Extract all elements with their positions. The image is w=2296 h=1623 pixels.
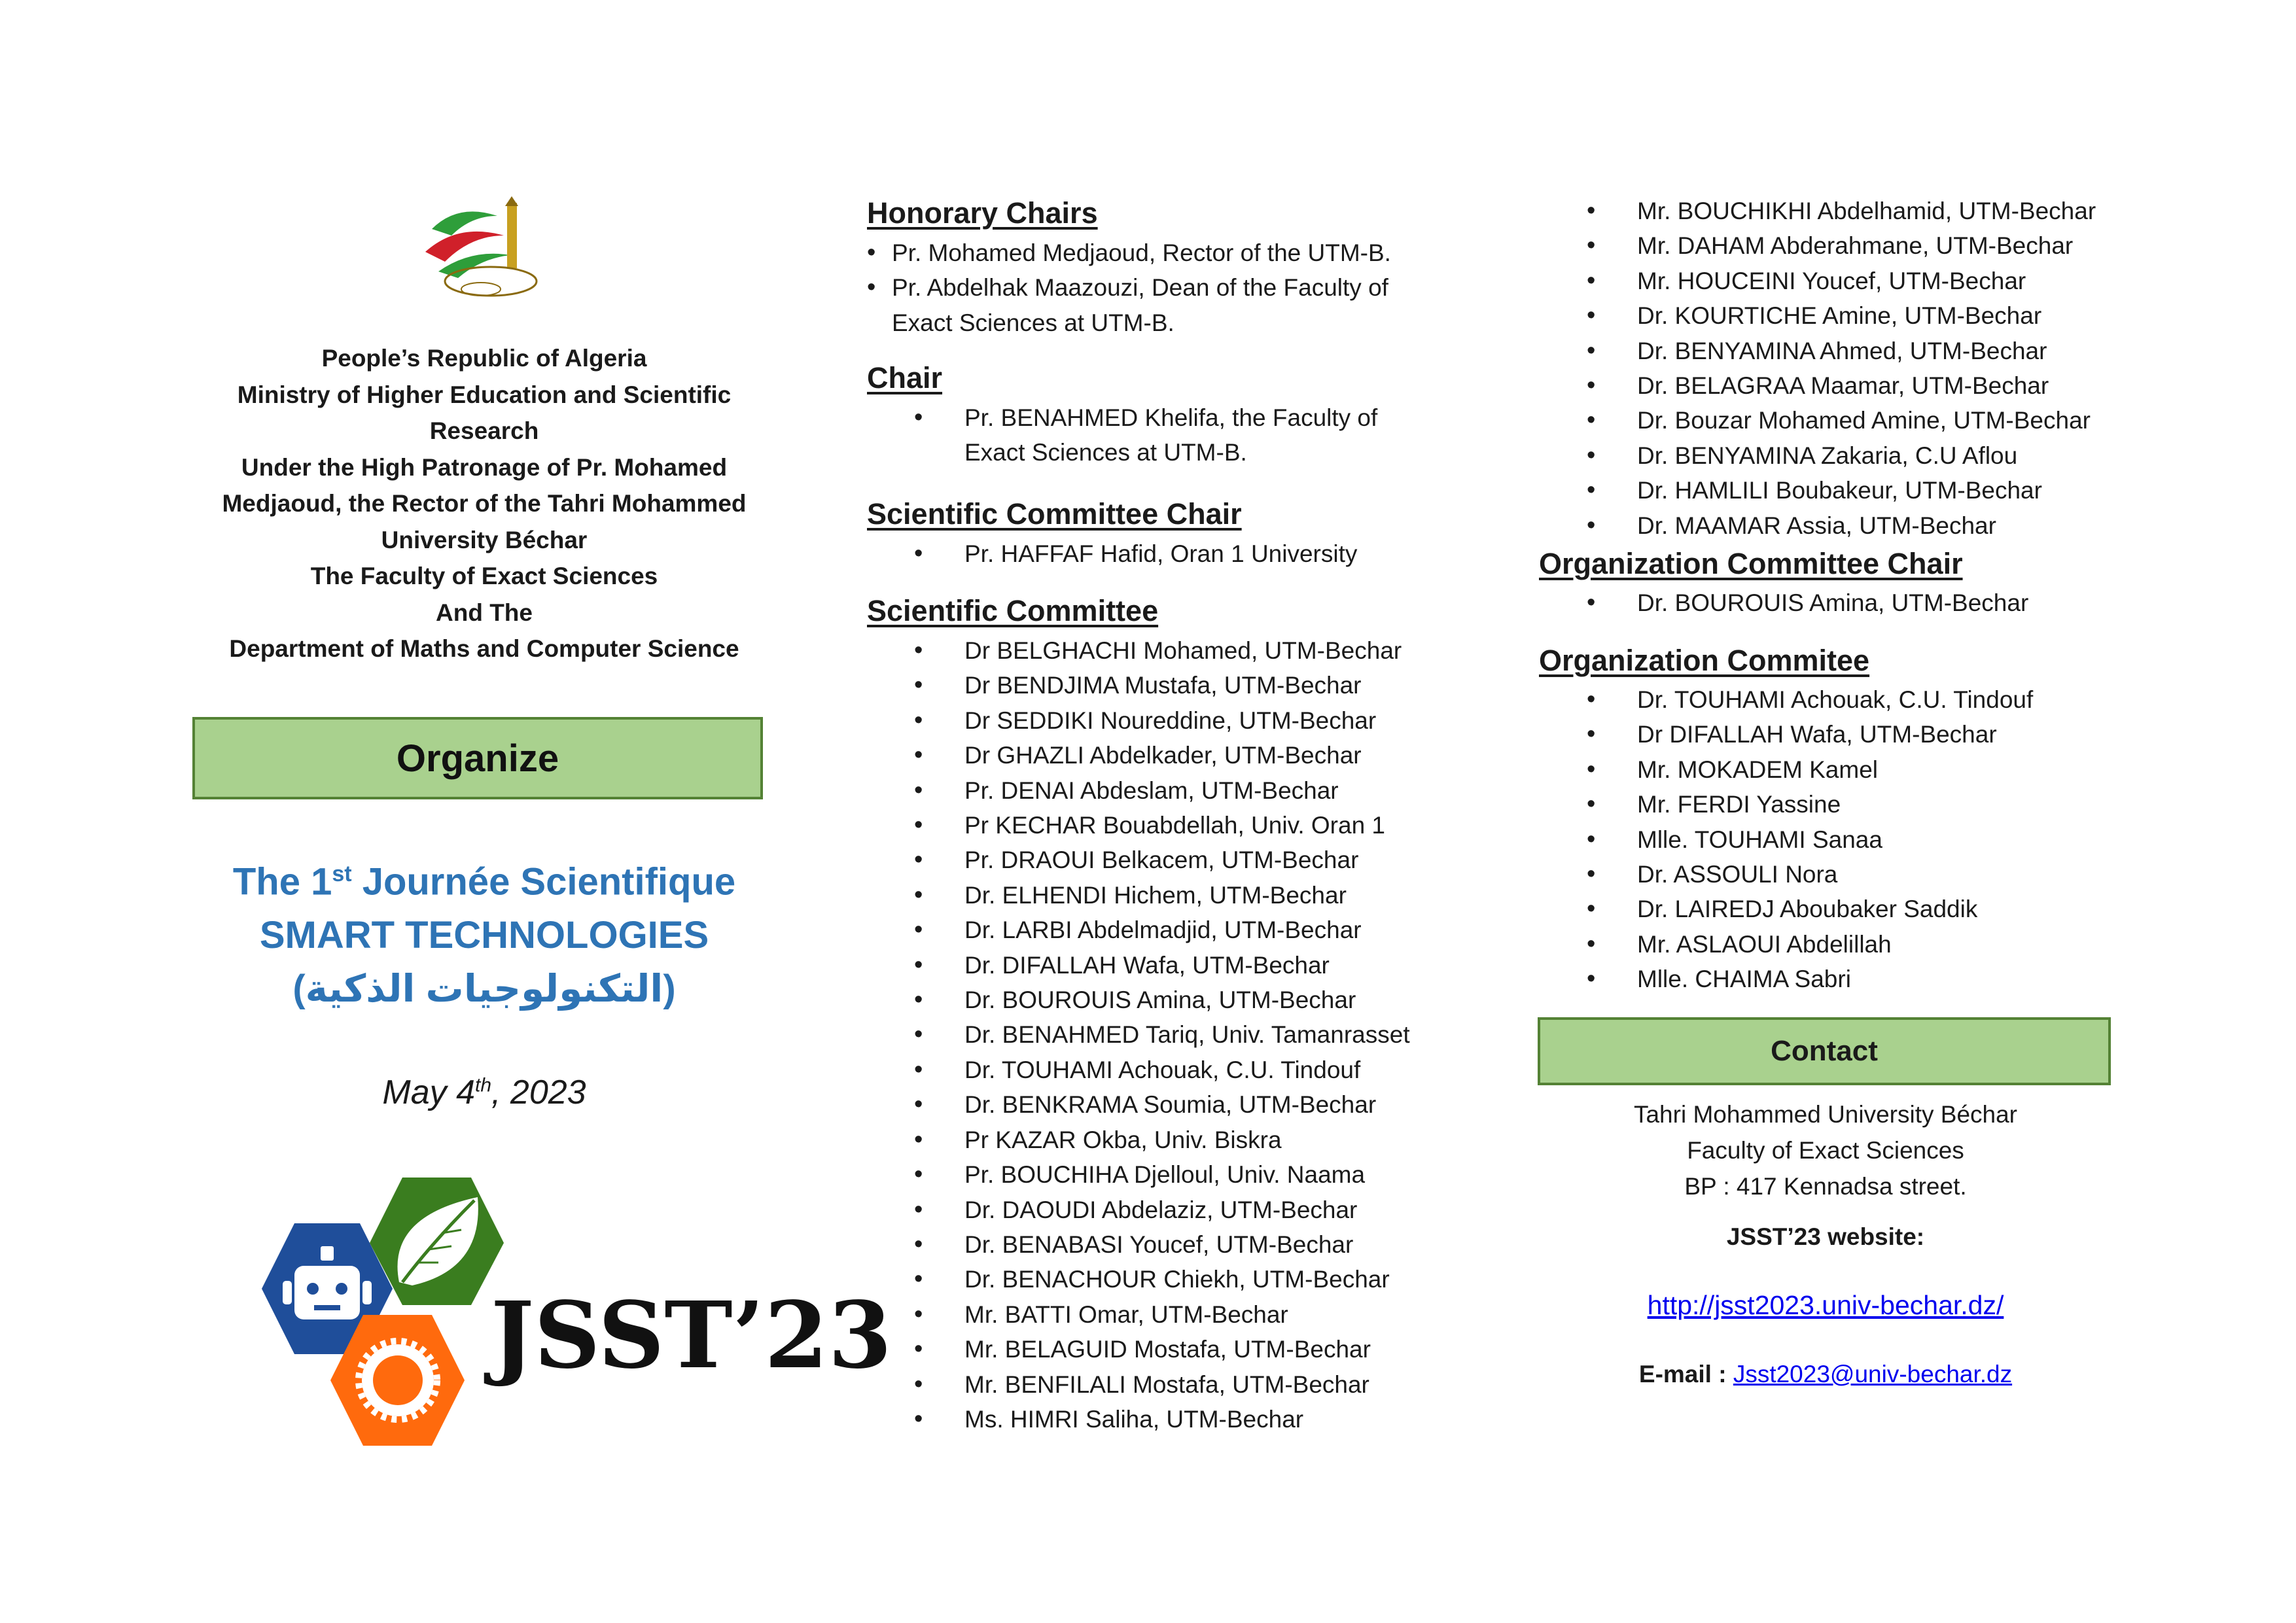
honorary-chairs-title: Honorary Chairs	[867, 196, 1098, 230]
patronage-block	[183, 340, 785, 667]
list-item: • Pr. Abdelhak Maazouzi, Dean of the Faculty of	[892, 270, 1391, 305]
organization-committee-member: • Mr. ASLAOUI Abdelillah	[1637, 927, 2033, 962]
contact-address	[1538, 1096, 2113, 1204]
patronage-line: Medjaoud, the Rector of the Tahri Mohammed	[222, 490, 747, 517]
scientific-committee-member: • Pr. BOUCHIHA Djelloul, Univ. Naama	[964, 1157, 1410, 1192]
organization-committee-member: • Mr. MOKADEM Kamel	[1637, 752, 2033, 787]
scientific-committee-member: • Dr. BENAHMED Tariq, Univ. Tamanrasset	[964, 1017, 1410, 1052]
website-link[interactable]: http://jsst2023.univ-bechar.dz/	[1647, 1290, 2004, 1320]
scientific-committee-member: • Dr BENDJIMA Mustafa, UTM-Bechar	[964, 668, 1410, 703]
scientific-committee-member: • Dr. LARBI Abdelmadjid, UTM-Bechar	[964, 913, 1410, 947]
scientific-committee-member: • Dr SEDDIKI Noureddine, UTM-Bechar	[964, 703, 1410, 738]
scientific-committee-title: Scientific Committee	[867, 594, 1159, 627]
scientific-committee-member: • Mr. BENFILALI Mostafa, UTM-Bechar	[964, 1367, 1410, 1402]
chair-list	[964, 400, 1377, 470]
list-item-continuation: Exact Sciences at UTM-B.	[892, 309, 1174, 336]
scientific-committee-member: • Dr. Bouzar Mohamed Amine, UTM-Bechar	[1637, 403, 2096, 438]
date-sup: th	[475, 1074, 492, 1096]
scientific-committee-member: • Dr. BENYAMINA Zakaria, C.U Aflou	[1637, 438, 2096, 473]
scientific-committee-member: • Mr. HOUCEINI Youcef, UTM-Bechar	[1637, 264, 2096, 298]
scientific-committee-member: • Dr. BENACHOUR Chiekh, UTM-Bechar	[964, 1262, 1410, 1297]
scientific-committee-member: • Dr. BENYAMINA Ahmed, UTM-Bechar	[1637, 334, 2096, 368]
patronage-line: The Faculty of Exact Sciences	[310, 563, 658, 589]
scientific-committee-member: • Dr. ELHENDI Hichem, UTM-Bechar	[964, 878, 1410, 913]
scientific-committee-member: • Dr. MAAMAR Assia, UTM-Bechar	[1637, 508, 2096, 543]
scientific-committee-member: • Dr. BENKRAMA Soumia, UTM-Bechar	[964, 1087, 1410, 1122]
organization-committee-member: • Mr. FERDI Yassine	[1637, 787, 2033, 822]
event-title	[183, 847, 785, 1016]
organize-banner: Organize	[192, 717, 763, 799]
scientific-committee-member: • Dr BELGHACHI Mohamed, UTM-Bechar	[964, 633, 1410, 668]
contact-banner: Contact	[1538, 1017, 2111, 1085]
scientific-committee-member: • Dr. BELAGRAA Maamar, UTM-Bechar	[1637, 368, 2096, 403]
patronage-line: Department of Maths and Computer Science	[229, 635, 739, 662]
date-year: , 2023	[491, 1073, 586, 1111]
scientific-committee-member: • Pr KAZAR Okba, Univ. Biskra	[964, 1123, 1410, 1157]
address-line: Tahri Mohammed University Béchar	[1633, 1101, 2018, 1128]
list-item: • Dr. BOUROUIS Amina, UTM-Bechar	[1637, 585, 2028, 620]
scientific-committee-member: • Dr. BENABASI Youcef, UTM-Bechar	[964, 1227, 1410, 1262]
list-item: • Pr. BENAHMED Khelifa, the Faculty of	[964, 400, 1377, 435]
organization-committee-chair-list	[1637, 585, 2028, 620]
scientific-committee-member: • Dr. BOUROUIS Amina, UTM-Bechar	[964, 983, 1410, 1017]
patronage-line: Ministry of Higher Education and Scientific	[237, 381, 732, 408]
scientific-committee-member: • Pr KECHAR Bouabdellah, Univ. Oran 1	[964, 808, 1410, 843]
scientific-committee-member: • Pr. DENAI Abdeslam, UTM-Bechar	[964, 773, 1410, 808]
logo-text: JSST’23	[491, 1282, 892, 1389]
organization-committee-chair-title: Organization Committee Chair	[1539, 547, 1963, 580]
scientific-committee-member: • Dr. KOURTICHE Amine, UTM-Bechar	[1637, 298, 2096, 333]
list-item: • Pr. HAFFAF Hafid, Oran 1 University	[964, 536, 1357, 571]
email-label: E-mail :	[1638, 1361, 1733, 1387]
scientific-committee-member: • Mr. BOUCHIKHI Abdelhamid, UTM-Bechar	[1637, 194, 2096, 228]
university-logo	[419, 190, 543, 301]
scientific-committee-member: • Dr. DAOUDI Abdelaziz, UTM-Bechar	[964, 1193, 1410, 1227]
scientific-committee-member: • Dr. HAMLILI Boubakeur, UTM-Bechar	[1637, 473, 2096, 508]
organization-committee-title: Organization Commitee	[1539, 644, 1870, 677]
event-title-prefix: The 1	[232, 860, 332, 903]
organization-committee-member: • Mlle. CHAIMA Sabri	[1637, 962, 2033, 996]
patronage-line: University Béchar	[381, 526, 588, 553]
scientific-committee-member: • Dr. DIFALLAH Wafa, UTM-Bechar	[964, 948, 1410, 983]
chair-title: Chair	[867, 361, 943, 394]
email-link[interactable]: Jsst2023@univ-bechar.dz	[1733, 1361, 2013, 1387]
event-title-rest: Journée Scientifique	[351, 860, 736, 903]
date-day: May 4	[382, 1073, 475, 1111]
organization-committee-member: • Mlle. TOUHAMI Sanaa	[1637, 822, 2033, 857]
organization-committee-member: • Dr. LAIREDJ Aboubaker Saddik	[1637, 892, 2033, 926]
patronage-line: Research	[429, 417, 539, 444]
scientific-committee-member: • Mr. BATTI Omar, UTM-Bechar	[964, 1297, 1410, 1332]
scientific-committee-member: • Dr. TOUHAMI Achouak, C.U. Tindouf	[964, 1053, 1410, 1087]
scientific-committee-chair-list	[964, 536, 1357, 571]
scientific-committee-member: • Mr. BELAGUID Mostafa, UTM-Bechar	[964, 1332, 1410, 1367]
address-line: Faculty of Exact Sciences	[1687, 1137, 1964, 1164]
scientific-committee-member: • Ms. HIMRI Saliha, UTM-Bechar	[964, 1402, 1410, 1437]
patronage-line: And The	[436, 599, 533, 626]
address-line: BP : 417 Kennadsa street.	[1684, 1173, 1967, 1200]
organization-committee-member: • Dr. ASSOULI Nora	[1637, 857, 2033, 892]
event-title-sup: st	[332, 862, 352, 886]
scientific-committee-member: • Mr. DAHAM Abderahmane, UTM-Bechar	[1637, 228, 2096, 263]
honorary-chairs-list	[892, 236, 1391, 340]
scientific-committee-chair-title: Scientific Committee Chair	[867, 497, 1242, 531]
organization-committee-member: • Dr DIFALLAH Wafa, UTM-Bechar	[1637, 717, 2033, 752]
organization-committee-member: • Dr. TOUHAMI Achouak, C.U. Tindouf	[1637, 682, 2033, 717]
website-label: JSST’23 website:	[1726, 1223, 1925, 1250]
event-subtitle-arabic: (التكنولوجيات الذكية)	[292, 968, 676, 1011]
scientific-committee-member: • Dr GHAZLI Abdelkader, UTM-Bechar	[964, 738, 1410, 773]
organization-committee-list	[1637, 682, 2033, 997]
event-subtitle: SMART TECHNOLOGIES	[259, 914, 709, 957]
list-item: • Pr. Mohamed Medjaoud, Rector of the UTM-B.	[892, 236, 1391, 270]
list-item-continuation: Exact Sciences at UTM-B.	[964, 439, 1247, 466]
scientific-committee-continued-list	[1637, 194, 2096, 543]
event-date	[183, 1073, 785, 1112]
scientific-committee-list	[964, 633, 1410, 1437]
patronage-line: People’s Republic of Algeria	[321, 345, 647, 372]
scientific-committee-member: • Pr. DRAOUI Belkacem, UTM-Bechar	[964, 843, 1410, 877]
patronage-line: Under the High Patronage of Pr. Mohamed	[241, 453, 728, 481]
jsst-logo	[222, 1171, 892, 1452]
email-line	[1538, 1361, 2113, 1388]
